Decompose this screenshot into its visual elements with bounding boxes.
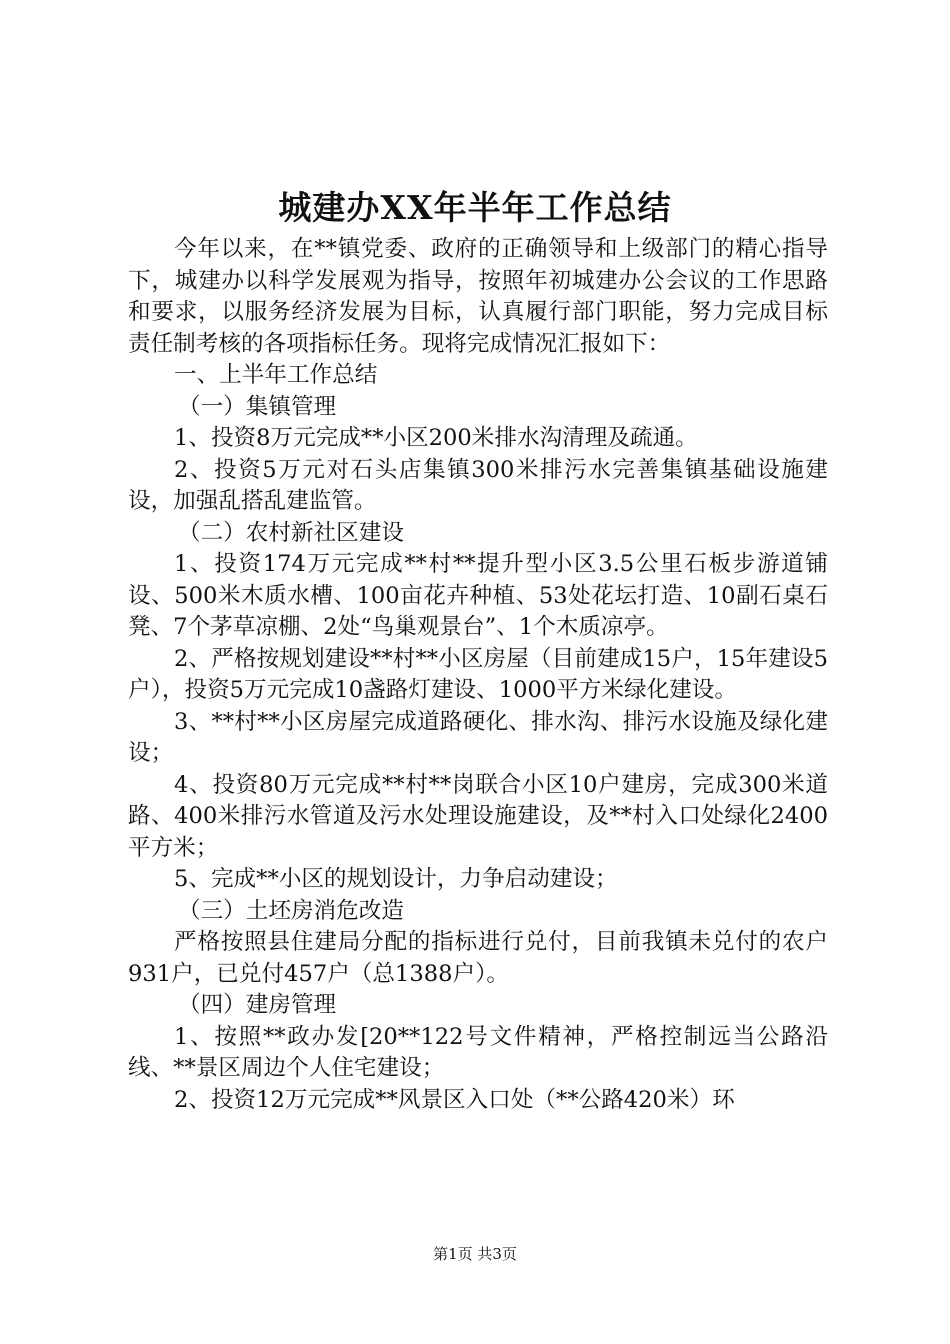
- intro-paragraph: 今年以来，在**镇党委、政府的正确领导和上级部门的精心指导下，城建办以科学发展观为指导，按照年初城建办公会议的工作思路和要求，以服务经济发展为目标，认真履行部门职能，努力完成目标责任制考核的各项指标任务。现将完成情况汇报如下：: [128, 236, 828, 357]
- list-item: 3、**村**小区房屋完成道路硬化、排水沟、排污水设施及绿化建设；: [128, 708, 828, 766]
- list-item: 2、投资5万元对石头店集镇300米排污水完善集镇基础设施建设，加强乱搭乱建监管。: [128, 456, 828, 514]
- body-paragraph: 严格按照县住建局分配的指标进行兑付，目前我镇未兑付的农户931户，已兑付457户（总1388户）。: [128, 929, 828, 987]
- section-heading-1: 一、上半年工作总结: [174, 362, 378, 388]
- list-item: 2、投资12万元完成**风景区入口处（**公路420米）环: [174, 1086, 735, 1113]
- list-item: 5、完成**小区的规划设计，力争启动建设；: [174, 866, 618, 892]
- list-item: 2、严格按规划建设**村**小区房屋（目前建成15户，15年建设5户），投资5万元完成10盏路灯建设、1000平方米绿化建设。: [128, 645, 828, 703]
- page-number-footer: 第1页 共3页: [433, 1245, 517, 1263]
- subsection-heading-4: （四）建房管理: [178, 992, 337, 1018]
- subsection-heading-1: （一）集镇管理: [178, 393, 337, 420]
- document-title: 城建办XX年半年工作总结: [278, 188, 672, 227]
- document-body: [128, 234, 828, 1116]
- list-item: 1、投资8万元完成**小区200米排水沟清理及疏通。: [174, 425, 698, 451]
- list-item: 1、按照**政办发[20**122号文件精神，严格控制远当公路沿线、**景区周边个人住宅建设；: [128, 1023, 828, 1081]
- list-item: 4、投资80万元完成**村**岗联合小区10户建房，完成300米道路、400米排污水管道及污水处理设施建设，及**村入口处绿化2400平方米；: [128, 771, 828, 861]
- subsection-heading-3: （三）土坯房消危改造: [178, 897, 404, 924]
- subsection-heading-2: （二）农村新社区建设: [178, 519, 404, 546]
- list-item: 1、投资174万元完成**村**提升型小区3.5公里石板步游道铺设、500米木质水槽、100亩花卉种植、53处花坛打造、10副石桌石凳、7个茅草凉棚、2处“鸟巢观景台”、1个木质凉亭。: [128, 551, 828, 640]
